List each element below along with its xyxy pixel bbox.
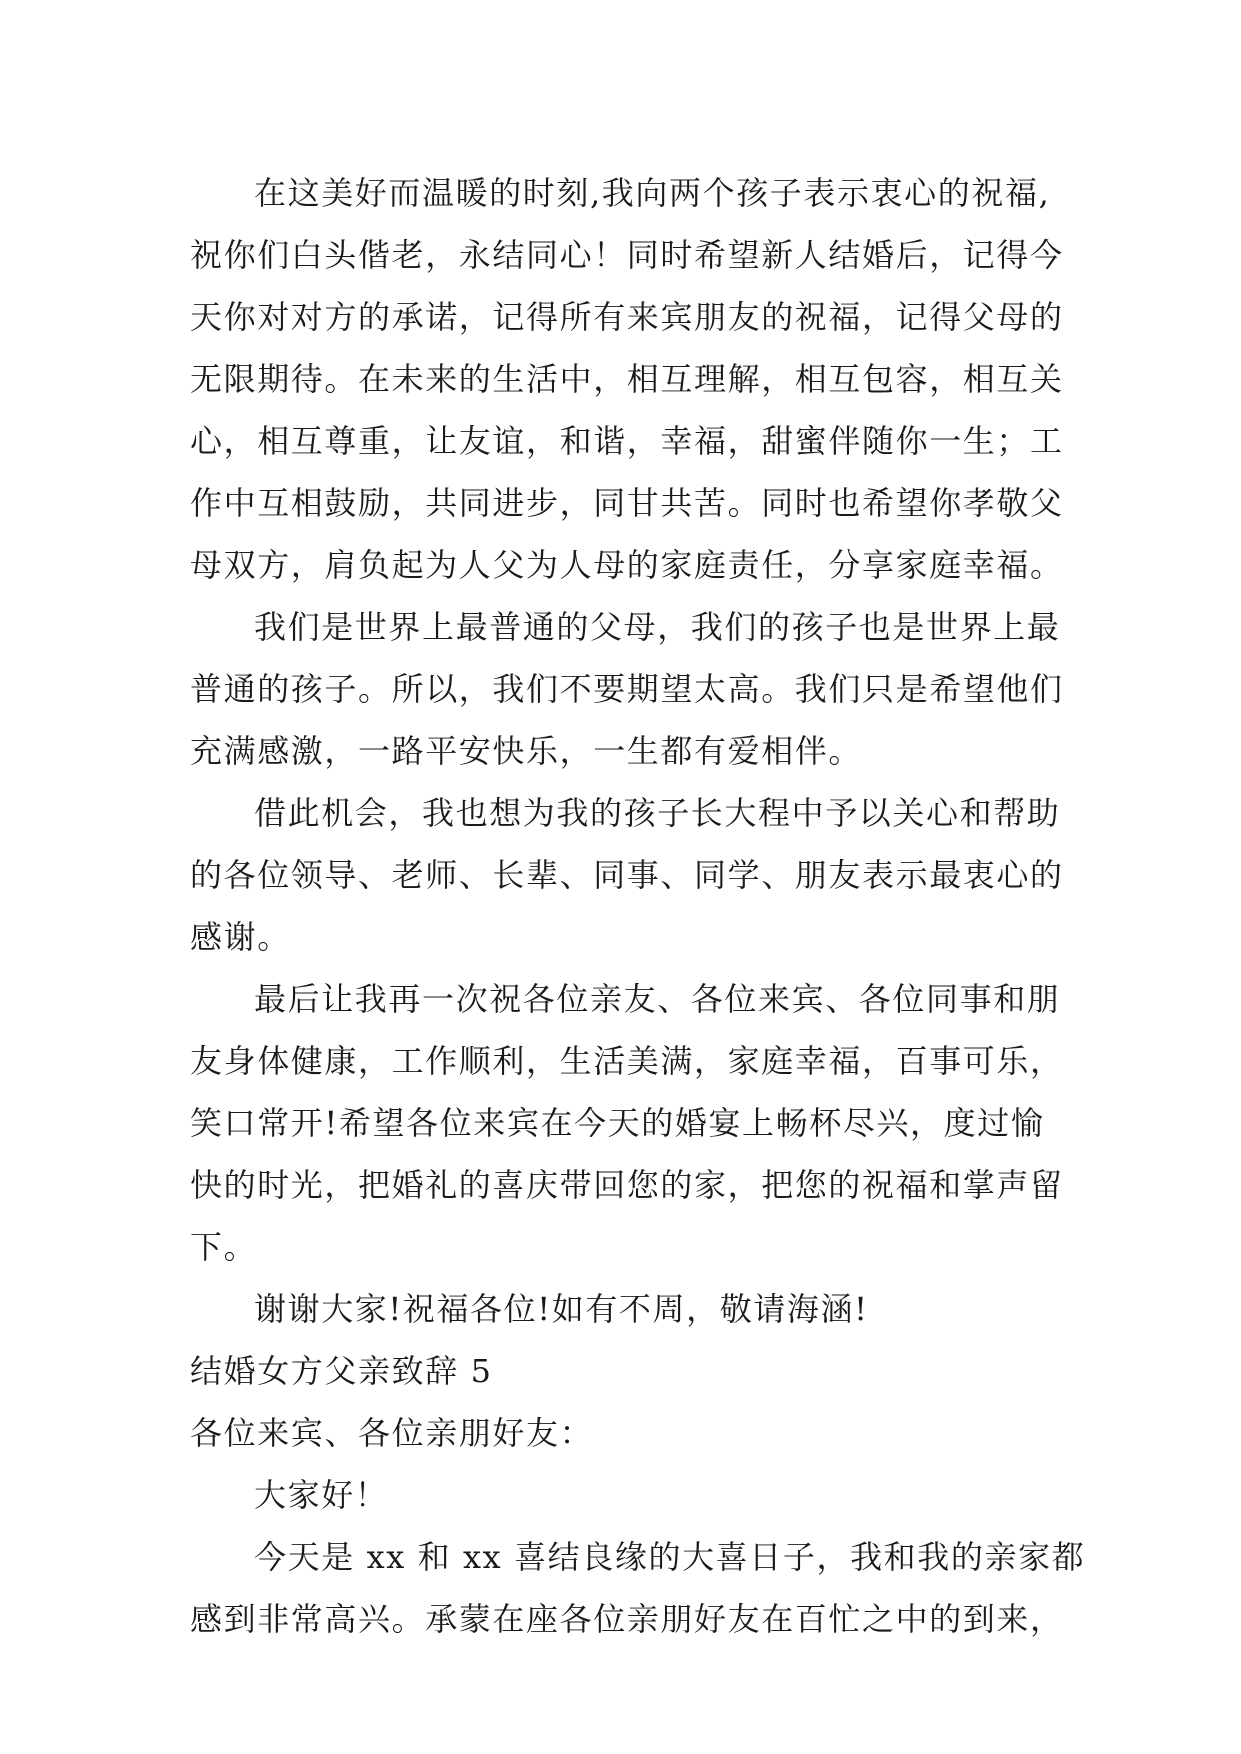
paragraph-line: 心，相互尊重，让友谊，和谐，幸福，甜蜜伴随你一生；工 — [190, 422, 1064, 460]
salutation-line: 各位来宾、各位亲朋好友： — [190, 1414, 594, 1452]
paragraph-line: 最后让我再一次祝各位亲友、各位来宾、各位同事和朋 — [254, 980, 1061, 1018]
paragraph-line: 普通的孩子。所以，我们不要期望太高。我们只是希望他们 — [190, 670, 1064, 708]
paragraph-line: 在这美好而温暖的时刻,我向两个孩子表示衷心的祝福, — [254, 174, 1051, 212]
paragraph-line: 充满感激，一路平安快乐，一生都有爱相伴。 — [190, 732, 863, 770]
paragraph-line: 祝你们白头偕老，永结同心！同时希望新人结婚后，记得今 — [190, 236, 1064, 274]
paragraph-line: 快的时光，把婚礼的喜庆带回您的家，把您的祝福和掌声留 — [190, 1166, 1064, 1204]
paragraph-line: 下。 — [190, 1228, 258, 1266]
paragraph-line: 感到非常高兴。承蒙在座各位亲朋好友在百忙之中的到来， — [190, 1600, 1064, 1638]
paragraph-line: 的各位领导、老师、长辈、同事、同学、朋友表示最衷心的 — [190, 856, 1064, 894]
section-heading: 结婚女方父亲致辞 5 — [190, 1352, 493, 1390]
paragraph-line: 今天是 xx 和 xx 喜结良缘的大喜日子，我和我的亲家都 — [254, 1538, 1086, 1576]
paragraph-line: 天你对对方的承诺，记得所有来宾朋友的祝福，记得父母的 — [190, 298, 1064, 336]
paragraph-line: 我们是世界上最普通的父母，我们的孩子也是世界上最 — [254, 608, 1061, 646]
paragraph-line: 借此机会，我也想为我的孩子长大程中予以关心和帮助 — [254, 794, 1061, 832]
paragraph-line: 友身体健康，工作顺利，生活美满，家庭幸福，百事可乐， — [190, 1042, 1064, 1080]
greeting-line: 大家好！ — [254, 1476, 389, 1514]
paragraph-line: 谢谢大家!祝福各位!如有不周，敬请海涵! — [254, 1290, 869, 1328]
document-body — [190, 162, 1090, 1650]
paragraph-line: 作中互相鼓励，共同进步，同甘共苦。同时也希望你孝敬父 — [190, 484, 1064, 522]
paragraph-line: 无限期待。在未来的生活中，相互理解，相互包容，相互关 — [190, 360, 1064, 398]
paragraph-line: 感谢。 — [190, 918, 291, 956]
paragraph-line: 笑口常开!希望各位来宾在今天的婚宴上畅杯尽兴，度过愉 — [190, 1104, 1045, 1142]
paragraph-line: 母双方，肩负起为人父为人母的家庭责任，分享家庭幸福。 — [190, 546, 1064, 584]
